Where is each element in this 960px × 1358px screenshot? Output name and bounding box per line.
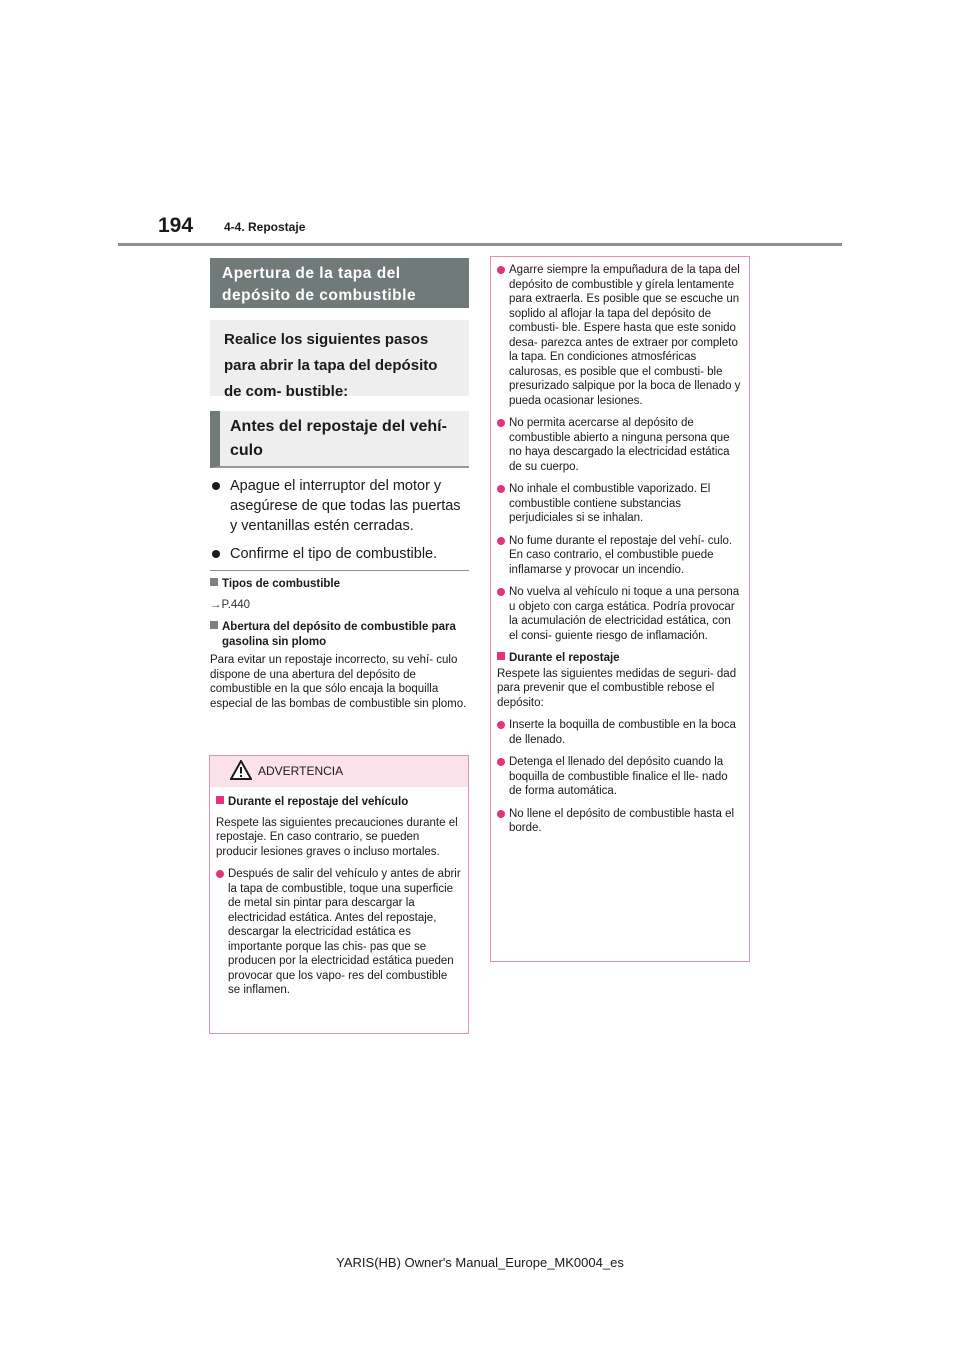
square-bullet-icon (210, 621, 218, 629)
opening-text: Para evitar un repostaje incorrecto, su vehí- culo dispone de una abertura del depósito de combustible en la que sólo encaja la boquilla especial de las bombas de combustible sin plomo. (210, 654, 467, 710)
bullet-icon (497, 758, 505, 766)
warning-item: No inhale el combustible vaporizado. El combustible contiene substancias perjudiciales si se inhalan. (497, 482, 741, 526)
warning-triangle-icon (230, 760, 252, 780)
warning-item: Detenga el llenado del depósito cuando la boquilla de combustible finalice el lle- nado de forma automática. (497, 755, 741, 799)
footer-manual-id: YARIS(HB) Owner's Manual_Europe_MK0004_es (336, 1255, 624, 1270)
warning-continuation-body (491, 257, 749, 836)
bullet-icon (497, 588, 505, 596)
square-bullet-icon (210, 578, 218, 586)
warning-heading: Durante el repostaje del vehículo (216, 795, 462, 810)
section-title: 4-4. Repostaje (224, 220, 306, 234)
square-bullet-icon (497, 652, 505, 660)
warning-label: ADVERTENCIA (258, 764, 344, 778)
page-number: 194 (158, 214, 194, 237)
bullet-icon (497, 810, 505, 818)
bullet-icon (497, 266, 505, 274)
intro-box: Realice los siguientes pasos para abrir la tapa del depósito de com- bustible: (210, 320, 469, 396)
fuel-types-heading: Tipos de combustible (210, 577, 469, 592)
section-divider (210, 570, 469, 571)
warning-item: Inserte la boquilla de combustible en la boca de llenado. (497, 718, 741, 747)
page-reference-link[interactable]: →P.440 (210, 598, 251, 611)
refuel-heading: Durante el repostaje (497, 651, 741, 666)
bullet-icon (497, 419, 505, 427)
bullet-icon (497, 537, 505, 545)
warning-item: Agarre siempre la empuñadura de la tapa del depósito de combustible y gírela lentamente para extraerla. Es posible que se escuche un soplido al aflojar la tapa del depósito de combusti- ble. Espere hasta que este sonido desa- parezca antes de extraer por completo la tapa. En condiciones atmosféricas calurosas, es posible que el combusti- ble presurizado salpique por la boca de llenado y pueda ocasionar lesiones. (497, 263, 741, 408)
warning-continuation-box (490, 256, 750, 962)
square-bullet-icon (216, 796, 224, 804)
warning-item: No permita acercarse al depósito de combustible abierto a ninguna persona que no haya descargado la electricidad estática de su cuerpo. (497, 416, 741, 474)
warning-body (210, 787, 468, 998)
subheading-before-refuel: Antes del repostaje del vehí- culo (210, 411, 469, 468)
checklist-item: Apague el interruptor del motor y asegúrese de que todas las puertas y ventanillas estén cerradas. (212, 476, 470, 536)
warning-header (210, 756, 468, 787)
warning-item: No fume durante el repostaje del vehí- culo. En caso contrario, el combustible puede inflamarse y provocar un incendio. (497, 534, 741, 578)
checklist (212, 476, 470, 572)
bullet-icon (497, 485, 505, 493)
header-divider (118, 243, 842, 246)
warning-item: No llene el depósito de combustible hasta el borde. (497, 807, 741, 836)
warning-item: Después de salir del vehículo y antes de abrir la tapa de combustible, toque una superficie de metal sin pintar para descargar la electricidad estática. Antes del repostaje, descargar la electricidad estática es importante porque las chis- pas que se producen por la electricidad estática pueden provocar que los vapo- res del combustible se inflamen. (216, 867, 462, 998)
checklist-item: Confirme el tipo de combustible. (212, 544, 470, 564)
main-heading: Apertura de la tapa del depósito de combustible (210, 258, 469, 308)
bullet-icon (497, 721, 505, 729)
bullet-icon (212, 550, 220, 558)
refuel-intro: Respete las siguientes medidas de seguri- dad para prevenir que el combustible rebose el depósito: (497, 667, 737, 709)
warning-box (209, 755, 469, 1034)
warning-intro: Respete las siguientes precauciones durante el repostaje. En caso contrario, se pueden producir lesiones graves o incluso mortales. (216, 816, 458, 858)
bullet-icon (212, 482, 220, 490)
opening-heading: Abertura del depósito de combustible para gasolina sin plomo (210, 620, 469, 649)
warning-item: No vuelva al vehículo ni toque a una persona u objeto con carga estática. Podría provocar la acumulación de electricidad estática, con el consi- guiente riesgo de inflamación. (497, 585, 741, 643)
notes-block (210, 577, 469, 711)
bullet-icon (216, 870, 224, 878)
